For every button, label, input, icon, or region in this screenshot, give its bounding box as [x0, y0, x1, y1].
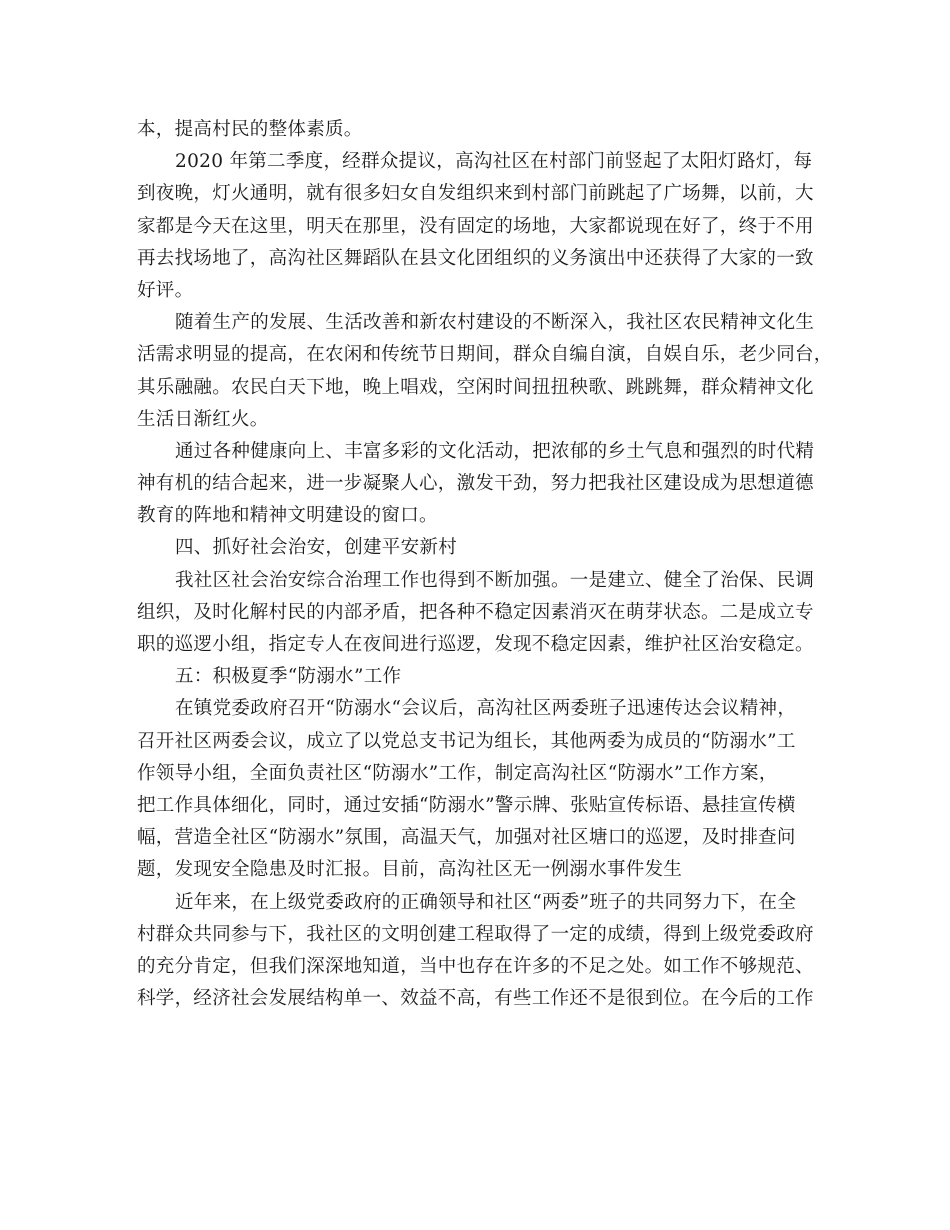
- text-line: 家都是今天在这里，明天在那里，没有固定的场地，大家都说现在好了，终于不用: [137, 215, 814, 237]
- text-line: 在镇党委政府召开“防溺水“会议后，高沟社区两委班子迅速传达会议精神，: [175, 698, 797, 720]
- text-line: 把工作具体细化，同时，通过安插“防溺水”警示牌、张贴宣传标语、悬挂宣传横: [137, 794, 796, 816]
- text-line: 教育的阵地和精神文明建设的窗口。: [137, 505, 438, 527]
- text-line: 题，发现安全隐患及时汇报。目前，高沟社区无一例溺水事件发生: [137, 859, 683, 881]
- text-line: 职的巡逻小组，指定专人在夜间进行巡逻，发现不稳定因素，维护社区治安稳定。: [137, 634, 814, 655]
- text-line: 活需求明显的提高，在农闲和传统节日期间，群众自编自演，自娱自乐，老少同台，: [137, 344, 833, 366]
- text-line: 召开社区两委会议，成立了以党总支书记为组长，其他两委为成员的“防溺水”工: [137, 730, 796, 752]
- text-line: 近年来，在上级党委政府的正确领导和社区“两委”班子的共同努力下，在全: [175, 891, 797, 913]
- text-line: 随着生产的发展、生活改善和新农村建设的不断深入，我社区农民精神文化生: [175, 312, 815, 334]
- text-line: 神有机的结合起来，进一步凝聚人心，激发干劲，努力把我社区建设成为思想道德: [137, 473, 814, 495]
- text-line: 我社区社会治安综合治理工作也得到不断加强。一是建立、健全了治保、民调: [175, 569, 815, 591]
- text-line: 生活日渐红火。: [137, 408, 269, 430]
- text-line: 再去找场地了，高沟社区舞蹈队在县文化团组织的义务演出中还获得了大家的一致: [137, 247, 814, 269]
- text-line: 的充分肯定，但我们深深地知道，当中也存在许多的不足之处。如工作不够规范、: [137, 955, 814, 977]
- text-line: 本，提高村民的整体素质。: [137, 119, 363, 140]
- text-line: 通过各种健康向上、丰富多彩的文化活动，把浓郁的乡土气息和强烈的时代精: [175, 440, 815, 462]
- text-line: 四、抓好社会治安，创建平安新村: [175, 537, 458, 559]
- text-line: 五：积极夏季“防溺水”工作: [175, 666, 402, 688]
- text-line: 好评。: [137, 279, 194, 301]
- text-line: 科学，经济社会发展结构单一、效益不高，有些工作还不是很到位。在今后的工作: [137, 988, 814, 1010]
- text-line: 村群众共同参与下，我社区的文明创建工程取得了一定的成绩，得到上级党委政府: [137, 923, 814, 945]
- text-line: 2020 年第二季度，经群众提议，高沟社区在村部门前竖起了太阳灯路灯，每: [175, 151, 813, 173]
- text-line: 幅，营造全社区“防溺水”氛围，高温天气，加强对社区塘口的巡逻，及时排查问: [137, 827, 796, 849]
- text-line: 组织，及时化解村民的内部矛盾，把各种不稳定因素消灭在萌芽状态。二是成立专: [137, 601, 814, 623]
- document-body: [137, 114, 833, 1015]
- text-line: 作领导小组，全面负责社区“防溺水”工作，制定高沟社区“防溺水”工作方案，: [137, 762, 778, 784]
- text-line: 到夜晚，灯火通明，就有很多妇女自发组织来到村部门前跳起了广场舞，以前，大: [137, 183, 814, 205]
- text-line: 其乐融融。农民白天下地，晚上唱戏，空闲时间扭扭秧歌、跳跳舞，群众精神文化: [137, 376, 814, 398]
